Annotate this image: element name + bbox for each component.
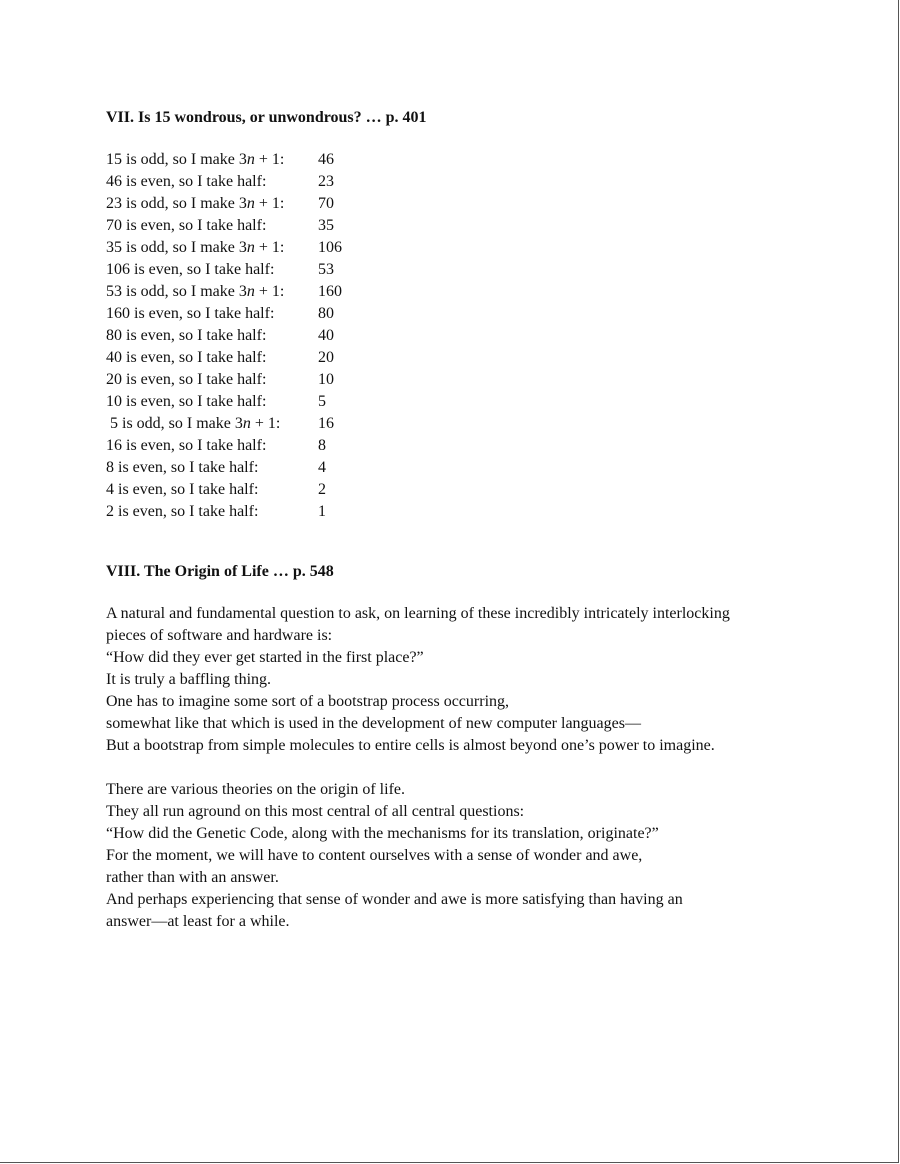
paragraph-line: They all run aground on this most central of all central questions: bbox=[106, 803, 525, 820]
step-value: 35 bbox=[318, 217, 334, 234]
paragraph-line: It is truly a baffling thing. bbox=[106, 671, 272, 688]
table-row bbox=[106, 413, 378, 435]
step-value: 23 bbox=[318, 173, 334, 190]
step-text: 160 is even, so I take half: bbox=[106, 305, 275, 322]
paragraph-line: pieces of software and hardware is: bbox=[106, 627, 333, 644]
step-value: 16 bbox=[318, 415, 334, 432]
table-row bbox=[106, 259, 378, 281]
table-row bbox=[106, 479, 378, 501]
paragraph-line: And perhaps experiencing that sense of wonder and awe is more satisfying than having an bbox=[106, 891, 683, 908]
table-row bbox=[106, 347, 378, 369]
table-row bbox=[106, 435, 378, 457]
paragraph-line: A natural and fundamental question to ask, on learning of these incredibly intricately interlocking bbox=[106, 605, 730, 622]
paragraph-line: answer—at least for a while. bbox=[106, 913, 290, 930]
step-value: 8 bbox=[318, 437, 326, 454]
step-text: 20 is even, so I take half: bbox=[106, 371, 267, 388]
paragraph-line: “How did the Genetic Code, along with the mechanisms for its translation, originate?” bbox=[106, 825, 659, 842]
step-text: 80 is even, so I take half: bbox=[106, 327, 267, 344]
step-text: 2 is even, so I take half: bbox=[106, 503, 259, 520]
document-body bbox=[106, 108, 836, 933]
step-text: 53 is odd, so I make 3n + 1: bbox=[106, 283, 285, 300]
step-text: 106 is even, so I take half: bbox=[106, 261, 275, 278]
table-row bbox=[106, 193, 378, 215]
step-text: 16 is even, so I take half: bbox=[106, 437, 267, 454]
paragraph-line: For the moment, we will have to content ourselves with a sense of wonder and awe, bbox=[106, 847, 643, 864]
paragraph-line: rather than with an answer. bbox=[106, 869, 279, 886]
step-text: 4 is even, so I take half: bbox=[106, 481, 259, 498]
step-value: 160 bbox=[318, 283, 342, 300]
table-row bbox=[106, 391, 378, 413]
step-text: 23 is odd, so I make 3n + 1: bbox=[106, 195, 285, 212]
table-row bbox=[106, 303, 378, 325]
paragraph-line: somewhat like that which is used in the development of new computer languages— bbox=[106, 715, 641, 732]
paragraph-line: But a bootstrap from simple molecules to entire cells is almost beyond one’s power to imagine. bbox=[106, 737, 715, 754]
step-text: 8 is even, so I take half: bbox=[106, 459, 259, 476]
step-text: 5 is odd, so I make 3n + 1: bbox=[106, 415, 281, 432]
table-row bbox=[106, 281, 378, 303]
step-text: 10 is even, so I take half: bbox=[106, 393, 267, 410]
paragraph-line: “How did they ever get started in the first place?” bbox=[106, 649, 424, 666]
step-value: 80 bbox=[318, 305, 334, 322]
step-text: 70 is even, so I take half: bbox=[106, 217, 267, 234]
table-row bbox=[106, 215, 378, 237]
step-text: 40 is even, so I take half: bbox=[106, 349, 267, 366]
step-value: 10 bbox=[318, 371, 334, 388]
collatz-sequence-table bbox=[106, 149, 378, 523]
step-value: 20 bbox=[318, 349, 334, 366]
step-text: 35 is odd, so I make 3n + 1: bbox=[106, 239, 285, 256]
step-value: 70 bbox=[318, 195, 334, 212]
step-text: 15 is odd, so I make 3n + 1: bbox=[106, 151, 285, 168]
paragraph-2 bbox=[106, 779, 836, 933]
section-heading-vii: VII. Is 15 wondrous, or unwondrous? … p. 401 bbox=[106, 109, 427, 126]
table-row bbox=[106, 369, 378, 391]
step-value: 1 bbox=[318, 503, 326, 520]
step-value: 46 bbox=[318, 151, 334, 168]
table-row bbox=[106, 149, 378, 171]
step-value: 106 bbox=[318, 239, 342, 256]
step-value: 40 bbox=[318, 327, 334, 344]
paragraph-1 bbox=[106, 603, 836, 757]
step-value: 4 bbox=[318, 459, 326, 476]
table-row bbox=[106, 501, 378, 523]
step-value: 53 bbox=[318, 261, 334, 278]
step-value: 5 bbox=[318, 393, 326, 410]
section-heading-viii: VIII. The Origin of Life … p. 548 bbox=[106, 563, 334, 580]
table-row bbox=[106, 237, 378, 259]
paragraph-line: There are various theories on the origin of life. bbox=[106, 781, 405, 798]
step-value: 2 bbox=[318, 481, 326, 498]
paragraph-line: One has to imagine some sort of a bootstrap process occurring, bbox=[106, 693, 510, 710]
step-text: 46 is even, so I take half: bbox=[106, 173, 267, 190]
table-row bbox=[106, 325, 378, 347]
table-row bbox=[106, 457, 378, 479]
table-row bbox=[106, 171, 378, 193]
